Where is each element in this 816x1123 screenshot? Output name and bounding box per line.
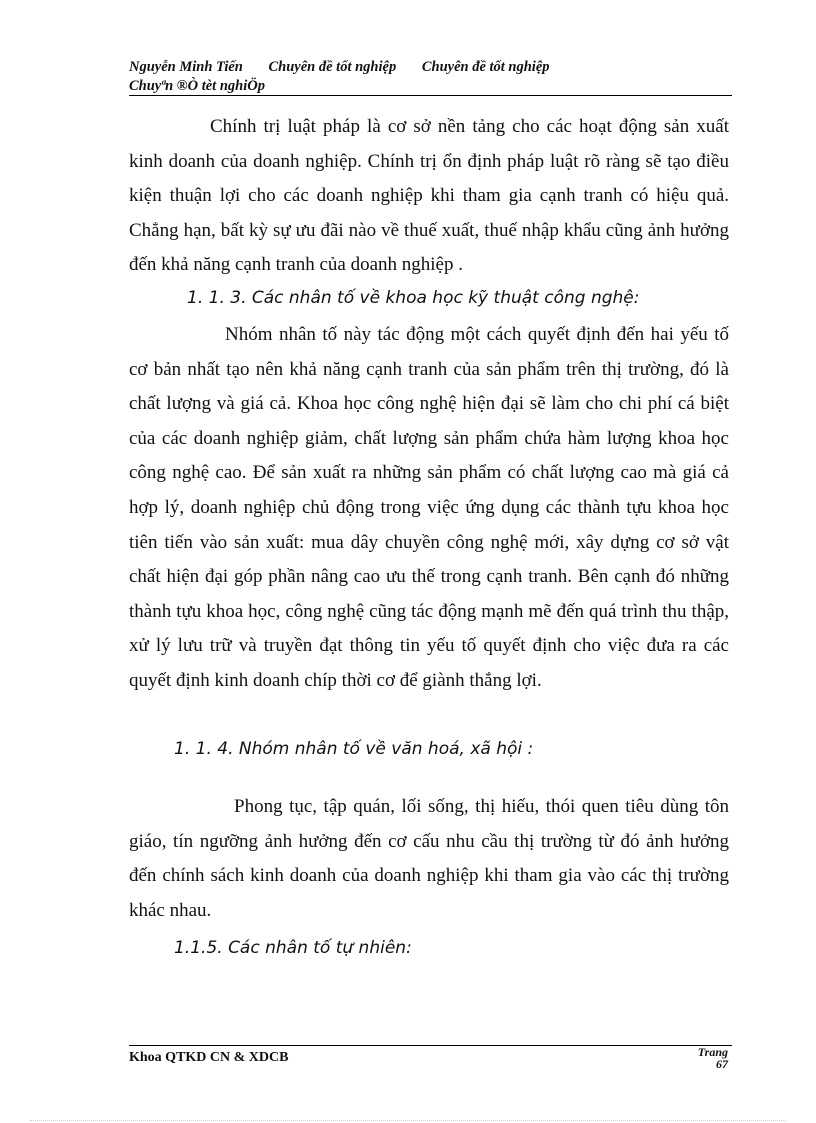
- header-title-1: Chuyên đề tốt nghiệp: [268, 59, 397, 75]
- page-bottom-border: [30, 1120, 786, 1121]
- header-author: Nguyễn Minh Tiến: [129, 59, 243, 75]
- heading-1-1-4: 1. 1. 4. Nhóm nhân tố về văn hoá, xã hội :: [174, 739, 534, 759]
- heading-1-1-3: 1. 1. 3. Các nhân tố về khoa học kỹ thuật công nghệ:: [187, 288, 640, 308]
- footer-faculty: Khoa QTKD CN & XDCB: [129, 1050, 289, 1065]
- page-header: [129, 58, 732, 96]
- header-divider: [129, 95, 732, 96]
- page-number-block: [668, 1046, 728, 1070]
- heading-1-1-5: 1.1.5. Các nhân tố tự nhiên:: [174, 938, 412, 958]
- paragraph-technology: Nhóm nhân tố này tác động một cách quyết định đến hai yếu tố cơ bản nhất tạo nên khả năng cạnh tranh của sản phẩm trên thị trường, đó là chất lượng và giá cả. Khoa học công nghệ hiện đại sẽ làm cho chi phí cá biệt của các doanh nghiệp giảm, chất lượng sản phẩm chứa hàm lượng khoa học công nghệ cao. Để sản xuất ra những sản phẩm có chất lượng cao mà giá cả hợp lý, doanh nghiệp chủ động trong việc ứng dụng các thành tựu khoa học tiên tiến vào sản xuất: mua dây chuyền công nghệ mới, xây dựng cơ sở vật chất hiện đại góp phần nâng cao ưu thế trong cạnh tranh. Bên cạnh đó những thành tựu khoa học, công nghệ cũng tác động mạnh mẽ đến quá trình thu thập, xử lý lưu trữ và truyền đạt thông tin yếu tố quyết định cho việc đưa ra các quyết định kinh doanh chíp thời cơ để giành thắng lợi.: [129, 324, 729, 691]
- page-number: 67: [716, 1057, 728, 1071]
- page-label: Trang: [697, 1045, 728, 1059]
- header-title-2: Chuyên đề tốt nghiệp: [421, 59, 550, 75]
- header-line-1: [129, 58, 732, 77]
- paragraph-political-legal: Chính trị luật pháp là cơ sở nền tảng cho các hoạt động sản xuất kinh doanh của doanh nghiệp. Chính trị ổn định pháp luật rõ ràng sẽ tạo điều kiện thuận lợi cho các doanh nghiệp khi tham gia cạnh tranh có hiệu quả. Chẳng hạn, bất kỳ sự ưu đãi nào về thuế xuất, thuế nhập khẩu cũng ảnh hưởng đến khả năng cạnh tranh của doanh nghiệp .: [129, 116, 729, 276]
- footer-divider: [129, 1045, 732, 1046]
- paragraph-culture-society: Phong tục, tập quán, lối sống, thị hiếu, thói quen tiêu dùng tôn giáo, tín ngưỡng ảnh hưởng đến cơ cấu nhu cầu thị trường từ đó ảnh hưởng đến chính sách kinh doanh của doanh nghiệp khi tham gia vào các thị trường khác nhau.: [129, 796, 729, 921]
- header-line-2: Chuyªn ®Ò tèt nghiÖp: [129, 78, 265, 94]
